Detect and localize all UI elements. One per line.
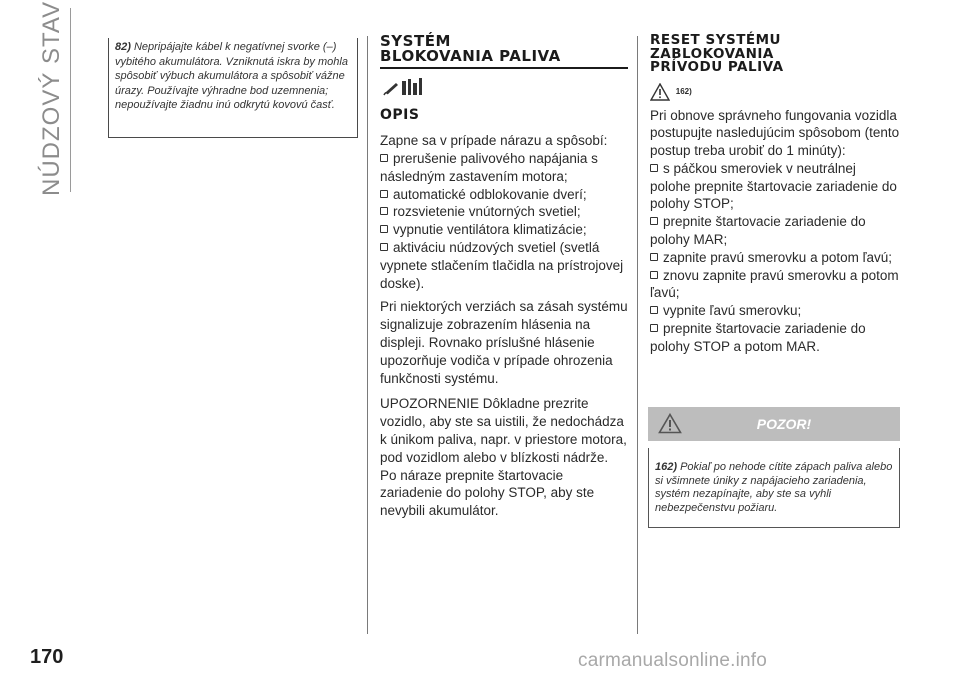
page-number: 170 xyxy=(30,646,64,668)
right-list-item: prepnite štartovacie zariadenie do polohy STOP a potom MAR. xyxy=(650,321,866,354)
center-heading-line1: SYSTÉM xyxy=(380,32,451,50)
checkbox-bullet-icon xyxy=(380,225,388,233)
right-list xyxy=(650,160,900,356)
side-title-rule xyxy=(70,8,71,192)
center-paragraph-2: UPOZORNENIE Dôkladne prezrite vozidlo, aby ste sa uistili, že nedochádza k únikom paliva, napr. v priestore motora, pod vozidlom alebo v blízkosti nádrže. Po náraze prepnite štartovacie zariadenie do polohy STOP, aby ste nevybili akumulátor. xyxy=(380,396,627,519)
checkbox-bullet-icon xyxy=(650,324,658,332)
center-list xyxy=(380,150,628,292)
checkbox-bullet-icon xyxy=(380,190,388,198)
note-82-box xyxy=(108,38,358,138)
right-list-item: zapnite pravú smerovku a potom ľavú; xyxy=(650,249,900,267)
pozor-label: POZOR! xyxy=(756,416,812,432)
center-list-item: automatické odblokovanie dverí; xyxy=(380,186,628,204)
checkbox-bullet-icon xyxy=(380,154,388,162)
checkbox-bullet-icon xyxy=(380,243,388,251)
footer-watermark: carmanualsonline.info xyxy=(578,650,768,671)
right-intro: Pri obnove správneho fungovania vozidla postupujte nasledujúcim spôsobom (tento postup treba urobiť do 1 minúty): xyxy=(650,107,900,159)
right-heading-line2: ZABLOKOVANIA xyxy=(650,45,774,62)
right-list-item: vypnite ľavú smerovku; xyxy=(650,302,900,320)
warning-ref-row xyxy=(650,83,900,105)
checkbox-bullet-icon xyxy=(650,217,658,225)
checkbox-bullet-icon xyxy=(380,207,388,215)
center-heading-line2: BLOKOVANIA PALIVA xyxy=(380,47,561,65)
warning-162-text: Pokiaľ po nehode cítite zápach paliva alebo si všimnete úniky z napájacieho zariadenia, systém nezapínajte, aby ste sa vyhli nebezpečenstvu požiaru. xyxy=(655,461,893,514)
center-column xyxy=(380,34,628,526)
right-list-item: prepnite štartovacie zariadenie do polohy MAR; xyxy=(650,214,866,248)
note-82-text: Nepripájajte kábel k negatívnej svorke (–) vybitého akumulátora. Vzniknutá iskra by mohla spôsobiť výbuch akumulátora a spôsobiť vážne úrazy. Používajte výhradne bod uzemnenia; nepoužívajte žiadnu inú odkrytú kovovú časť. xyxy=(115,41,348,112)
checkbox-bullet-icon xyxy=(650,164,658,172)
right-list-item: znovu zapnite pravú smerovku a potom ľavú; xyxy=(650,267,899,301)
right-column xyxy=(650,34,900,356)
pozor-warning-header xyxy=(648,407,900,441)
center-list-item: vypnutie ventilátora klimatizácie; xyxy=(380,221,628,239)
column-divider-right xyxy=(637,36,638,634)
warning-162-box xyxy=(648,448,900,528)
center-list-item: rozsvietenie vnútorných svetiel; xyxy=(380,203,628,221)
column-divider-left xyxy=(367,36,368,634)
checkbox-bullet-icon xyxy=(650,306,658,314)
checkbox-bullet-icon xyxy=(650,271,658,279)
center-paragraph-1: Pri niektorých verziách sa zásah systému signalizuje zobrazením hlásenia na displeji. Rovnako príslušné hlásenie upozorňuje vodiča v prípade ohrozenia funkčnosti systému. xyxy=(380,299,628,386)
center-heading-rule xyxy=(380,67,628,69)
right-heading-line3: PRÍVODU PALIVA xyxy=(650,59,784,75)
right-heading-line1: RESET SYSTÉMU xyxy=(650,32,782,48)
note-82-number: 82) xyxy=(115,41,131,53)
center-list-item: prerušenie palivového napájania s následným zastavením motora; xyxy=(380,151,598,184)
center-intro: Zapne sa v prípade nárazu a spôsobí: xyxy=(380,133,608,149)
warning-triangle-icon xyxy=(650,83,670,101)
center-subhead: OPIS xyxy=(380,106,420,123)
warning-162-number: 162) xyxy=(655,461,678,473)
section-side-title: NÚDZOVÝ STAV xyxy=(38,0,65,196)
warning-ref: 162) xyxy=(675,87,692,97)
fuel-cutoff-icon xyxy=(380,75,426,99)
right-list-item: s páčkou smeroviek v neutrálnej polohe prepnite štartovacie zariadenie do polohy STOP; xyxy=(650,160,897,212)
checkbox-bullet-icon xyxy=(650,253,658,261)
fuel-cutoff-icon-row xyxy=(380,75,628,99)
center-list-item: aktiváciu núdzových svetiel (svetlá vypnete stlačením tlačidla na prístrojovej doske). xyxy=(380,240,624,291)
